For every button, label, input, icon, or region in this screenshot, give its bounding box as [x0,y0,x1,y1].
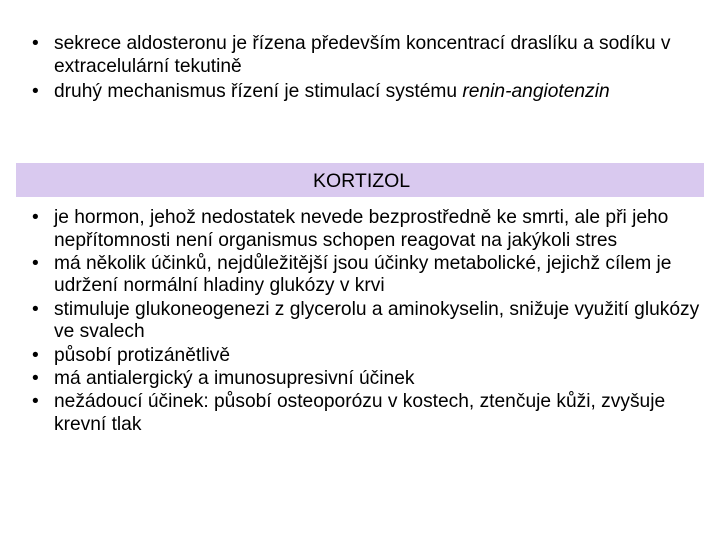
bullet-icon: • [32,367,39,389]
section-heading: KORTIZOL [313,170,411,192]
list-item [32,368,714,391]
cortisol-list [32,207,714,437]
bullet-icon: • [32,298,39,320]
bullet-icon: • [32,391,39,413]
bullet-icon: • [32,344,39,366]
list-item [32,391,714,436]
aldosterone-list [32,33,714,107]
list-item-text: stimuluje glukoneogenezi z glycerolu a aminokyselin, snižuje využití glukózy ve svalech [54,298,700,343]
list-item-text: působí protizánětlivě [54,344,230,366]
list-item-text: sekrece aldosteronu je řízena především koncentrací draslíku a sodíku v extracelulární tekutině [54,33,671,77]
list-item [32,345,714,368]
list-item-italic-term: renin-angiotenzin [462,81,610,103]
list-item-text: má několik účinků, nejdůležitější jsou účinky metabolické, jejichž cílem je udržení normální hladiny glukózy v krvi [54,252,672,297]
list-item [32,253,714,298]
section-banner [16,162,704,197]
bullet-icon: • [32,252,39,274]
list-item-text: druhý mechanismus řízení je stimulací systému [54,81,463,103]
list-item [32,81,714,104]
bullet-icon: • [32,33,39,54]
bullet-icon: • [32,207,39,228]
list-item-text: nežádoucí účinek: působí osteoporózu v kostech, ztenčuje kůži, zvyšuje krevní tlak [54,391,666,435]
list-item [32,33,714,78]
bullet-icon: • [32,81,39,103]
list-item-text: má antialergický a imunosupresivní účinek [54,367,415,389]
list-item [32,299,714,344]
list-item [32,207,714,252]
list-item-text: je hormon, jehož nedostatek nevede bezprostředně ke smrti, ale při jeho nepřítomnosti není organismus schopen reagovat na jakýkoli stres [54,207,669,251]
